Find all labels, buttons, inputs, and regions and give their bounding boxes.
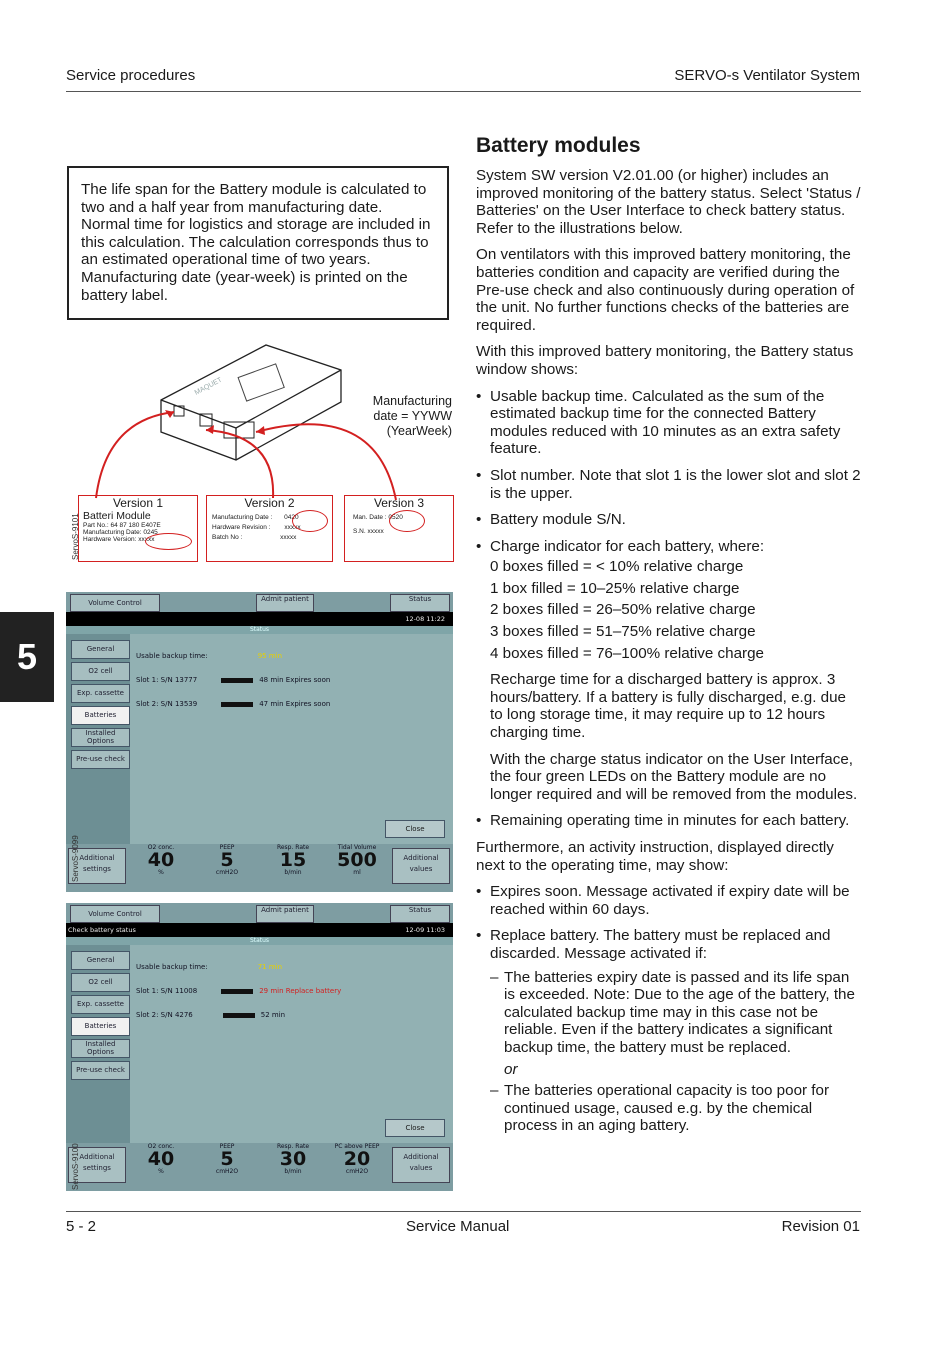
screen1-slot1: Slot 1: S/N 13777: [136, 676, 198, 684]
bullet-serial: • Battery module S/N.: [476, 511, 861, 529]
screen2-main: [130, 945, 453, 1143]
screen2-menu-o2-cell[interactable]: O2 cell: [71, 973, 130, 992]
screen2-menu: [66, 945, 130, 1143]
screen1-usable-value: 95 min: [257, 652, 283, 660]
meter-value: 500: [337, 849, 377, 871]
version1-line1: Batteri Module: [83, 510, 151, 522]
meter-value: 40: [147, 1148, 175, 1170]
screen1-meter-resp-rate[interactable]: [262, 844, 324, 884]
charge-level-3: 3 boxes filled = 51–75% relative charge: [490, 623, 756, 641]
screen2-meter-resp-rate[interactable]: [262, 1143, 324, 1183]
screen1-time: 12-08 11:22: [405, 615, 445, 623]
meter-label: Tidal Volume: [337, 844, 377, 851]
meter-unit: b/min: [284, 869, 302, 876]
screen2-status-title: Status: [66, 937, 453, 945]
version3-line1: Man. Date :: [353, 514, 387, 521]
footer-title: Service Manual: [406, 1218, 510, 1235]
meter-value: 20: [343, 1148, 371, 1170]
screen2-usable-value: 71 min: [257, 963, 283, 971]
screen2-slot2-charge-boxes: [223, 1013, 255, 1018]
screen1-main: [130, 634, 453, 844]
meter-value: 40: [147, 849, 175, 871]
meter-label: O2 conc.: [147, 1143, 175, 1150]
version3-date-circle: [389, 510, 425, 532]
screen2-additional-values-button[interactable]: Additional values: [392, 1147, 450, 1183]
paragraph-2: On ventilators with this improved battery monitoring, the batteries condition and capacity are verified during the Pre-use check and also continuously during operation of the unit. No further functions checks of the batteries are required.: [476, 246, 855, 334]
screen1-menu-pre-use-check[interactable]: Pre-use check: [71, 750, 130, 769]
version2-line3: Batch No :: [212, 534, 243, 541]
screen1-slot2-charge-boxes: [221, 702, 253, 707]
meter-value: 15: [279, 849, 307, 871]
screen1-bottom-bar: [66, 844, 453, 892]
screen2-bottom-bar: [66, 1143, 453, 1191]
screen2-mode-button[interactable]: Volume Control: [70, 905, 160, 923]
screen1-close-button[interactable]: Close: [385, 820, 445, 838]
screen1-slot1-charge-boxes: [221, 678, 253, 683]
screen2-menu-general[interactable]: General: [71, 951, 130, 970]
section-title: Battery modules: [476, 134, 641, 157]
bullet-charge-indicator: • Charge indicator for each battery, where:: [476, 538, 861, 556]
screen2-slot1: Slot 1: S/N 11008: [136, 987, 198, 995]
meter-unit: cmH2O: [215, 1168, 239, 1175]
or-text: or: [504, 1060, 518, 1078]
screen1-additional-settings-button[interactable]: Additional settings: [68, 848, 126, 884]
screen1-slot2-status: 47 min Expires soon: [259, 700, 331, 708]
chapter-tab: 5: [0, 612, 54, 702]
footer-rule: [66, 1211, 861, 1212]
meter-unit: cmH2O: [345, 1168, 369, 1175]
meter-label: Resp. Rate: [276, 1143, 310, 1150]
version2-val3: xxxxx: [280, 534, 297, 541]
meter-unit: cmH2O: [215, 869, 239, 876]
version2-val1: 0420: [284, 514, 299, 521]
screen2-message: Check battery status: [68, 926, 136, 934]
recharge-note: Recharge time for a discharged battery is approx. 3 hours/battery. If a battery is fully discharged, e.g. due to long storage time, it may require up to 12 hours charging time.: [490, 671, 846, 742]
screen2-message-bar: [66, 923, 453, 937]
header-rule: [66, 91, 861, 92]
charge-level-0: 0 boxes filled = < 10% relative charge: [490, 558, 744, 576]
version2-date-circle: [292, 510, 328, 532]
leds-note: With the charge status indicator on the User Interface, the four green LEDs on the Battery module are no longer required and will be removed from the modules.: [490, 750, 858, 803]
screen1-additional-values-button[interactable]: Additional values: [392, 848, 450, 884]
screen1-status-title: Status: [66, 626, 453, 634]
screen1-menu-installed-options[interactable]: Installed Options: [71, 728, 130, 747]
charge-level-2: 2 boxes filled = 26–50% relative charge: [490, 601, 756, 619]
condition-capacity: – The batteries operational capacity is too poor for continued usage, caused e.g. by the chemical process in an aging battery.: [476, 1082, 861, 1135]
footer-page-number: 5 - 2: [66, 1218, 97, 1235]
screen2-admit-button[interactable]: Admit patient: [256, 905, 314, 923]
screen2-slot2: Slot 2: S/N 4276: [136, 1011, 193, 1019]
version3-val1: 0520: [388, 514, 403, 521]
screen2-meter-peep[interactable]: [196, 1143, 258, 1183]
screen2-usable-label: Usable backup time:: [136, 963, 208, 971]
meter-value: 5: [220, 1148, 234, 1170]
paragraph-1: System SW version V2.01.00 (or higher) includes an improved monitoring of the battery status. Select 'Status / Batteries' on the User Interface to check battery status. Refer to the illustrations below.: [476, 167, 861, 237]
note-box: The life span for the Battery module is calculated to two and a half year from manufacturing date. Normal time for logistics and storage are included in this calculation. The calculation corresponds thus to an estimated operational time of two years. Manufacturing date (year-week) is printed on the battery label.: [67, 166, 449, 320]
screen1-menu-batteries[interactable]: Batteries: [71, 706, 130, 725]
screen2-slot2-status: 52 min: [260, 1011, 286, 1019]
screen2-slot1-status: 29 min Replace battery: [259, 987, 342, 995]
screen1-menu-general[interactable]: General: [71, 640, 130, 659]
screen2-additional-settings-button[interactable]: Additional settings: [68, 1147, 126, 1183]
meter-value: 5: [220, 849, 234, 871]
version2-label: [206, 495, 333, 562]
header-right: SERVO-s Ventilator System: [674, 67, 860, 84]
meter-label: PEEP: [219, 844, 235, 851]
footer-revision: Revision 01: [781, 1218, 860, 1235]
meter-unit: %: [158, 869, 164, 876]
screen2-top-bar: [66, 903, 453, 923]
screen1-menu-o2-cell[interactable]: O2 cell: [71, 662, 130, 681]
version3-label: [344, 495, 454, 562]
meter-label: Resp. Rate: [276, 844, 310, 851]
screen2-slot1-charge-boxes: [221, 989, 253, 994]
bullet-remaining-time: • Remaining operating time in minutes for each battery.: [476, 812, 861, 830]
paragraph-3: With this improved battery monitoring, the Battery status window shows:: [476, 343, 854, 378]
screen1-admit-button[interactable]: Admit patient: [256, 594, 314, 612]
bullet-slot-number: • Slot number. Note that slot 1 is the lower slot and slot 2 is the upper.: [476, 467, 861, 502]
status-screen-1: [66, 592, 453, 892]
screen1-menu-exp-cassette[interactable]: Exp. cassette: [71, 684, 130, 703]
status-screen-2: [66, 903, 453, 1191]
meter-label: PC above PEEP: [334, 1143, 380, 1150]
meter-label: PEEP: [219, 1143, 235, 1150]
meter-label: O2 conc.: [147, 844, 175, 851]
screen1-slot1-status: 48 min Expires soon: [259, 676, 331, 684]
bullet-usable-backup: • Usable backup time. Calculated as the sum of the estimated backup time for the connected Battery modules reduced with 10 minutes as an extra safety feature.: [476, 388, 861, 458]
figure1-side-label: ServoS-9101: [71, 513, 80, 560]
version3-line2: S.N. xxxxx: [353, 528, 384, 535]
version1-line4: Hardware Version: xxxxx: [83, 536, 155, 543]
screen1-usable-label: Usable backup time:: [136, 652, 208, 660]
charge-level-1: 1 box filled = 10–25% relative charge: [490, 579, 740, 597]
version1-label: [78, 495, 198, 562]
bullet-replace-battery: • Replace battery. The battery must be replaced and discarded. Message activated if:: [476, 927, 861, 962]
battery-figure: [66, 340, 456, 565]
manufacturing-date-note: Manufacturing date = YYWW (YearWeek): [372, 394, 452, 438]
condition-expired: – The batteries expiry date is passed and its life span is exceeded. Note: Due to the age of the battery, the calculated backup time may in this case not be reliable. Even if the battery indicates a significant backup time, the battery must be replaced.: [476, 969, 861, 1057]
screen1-status-button[interactable]: Status: [390, 594, 450, 612]
version2-title-text: Version 2: [244, 496, 295, 510]
bullet-expires-soon: • Expires soon. Message activated if expiry date will be reached within 60 days.: [476, 883, 861, 918]
right-column: [476, 134, 861, 1139]
screen1-meter-tidal-volume[interactable]: [326, 844, 388, 884]
version1-date-circle: [145, 533, 192, 550]
screen2-meter-o2[interactable]: [130, 1143, 192, 1183]
version2-title: [207, 496, 332, 510]
screen1-message-bar: [66, 612, 453, 626]
screen1-mode-button[interactable]: Volume Control: [70, 594, 160, 612]
screen2-menu-installed-options[interactable]: Installed Options: [71, 1039, 130, 1058]
screen2-menu-exp-cassette[interactable]: Exp. cassette: [71, 995, 130, 1014]
paragraph-4: Furthermore, an activity instruction, displayed directly next to the operating time, may show:: [476, 839, 834, 874]
screen1-meter-peep[interactable]: [196, 844, 258, 884]
screen1-menu: [66, 634, 130, 844]
screen2-side-label: ServoS-9100: [71, 1143, 80, 1190]
screen1-top-bar: [66, 592, 453, 612]
version2-line2: Hardware Revision :: [212, 524, 271, 531]
version3-title: Version 3: [373, 496, 425, 510]
screen1-slot2: Slot 2: S/N 13539: [136, 700, 198, 708]
meter-unit: %: [158, 1168, 164, 1175]
meter-unit: ml: [353, 869, 361, 876]
battery-logo: MAQUET: [193, 376, 224, 397]
screen2-meter-pc-above-peep[interactable]: [326, 1143, 388, 1183]
meter-value: 30: [279, 1148, 307, 1170]
screen2-menu-batteries[interactable]: Batteries: [71, 1017, 130, 1036]
meter-unit: b/min: [284, 1168, 302, 1175]
version1-title: Version 1: [112, 496, 164, 510]
charge-level-4: 4 boxes filled = 76–100% relative charge: [490, 644, 764, 662]
version2-val2: xxxxx: [284, 524, 301, 531]
version1-line3: Manufacturing Date: 0245: [83, 529, 158, 536]
screen2-time: 12-09 11:03: [405, 926, 445, 934]
screen1-side-label: ServoS-9099: [71, 835, 80, 882]
screen1-meter-o2[interactable]: [130, 844, 192, 884]
screen2-close-button[interactable]: Close: [385, 1119, 445, 1137]
header-left: Service procedures: [66, 67, 196, 84]
screen2-menu-pre-use-check[interactable]: Pre-use check: [71, 1061, 130, 1080]
version1-line2: Part No.: 64 87 180 E407E: [83, 522, 161, 529]
screen2-status-button[interactable]: Status: [390, 905, 450, 923]
version2-line1: Manufacturing Date :: [212, 514, 273, 521]
